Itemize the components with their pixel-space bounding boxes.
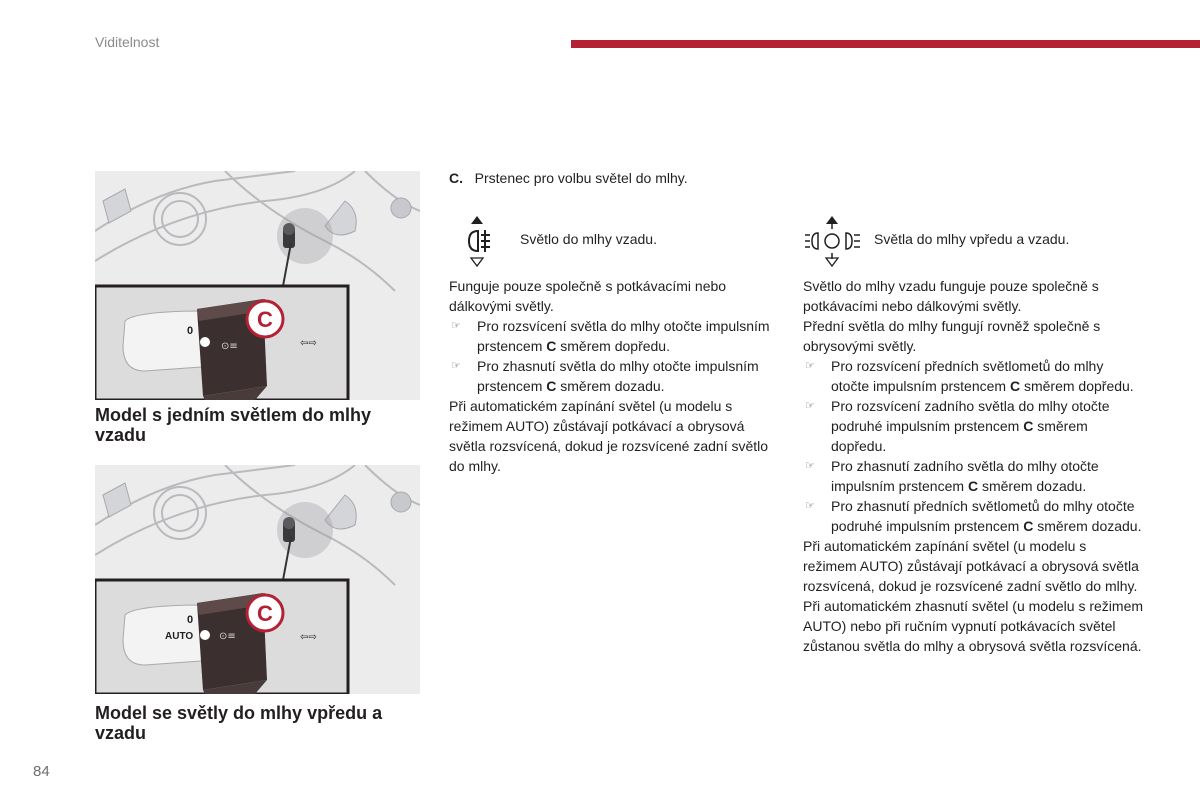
svg-text:AUTO: AUTO — [165, 631, 194, 642]
list-item: ☞ Pro rozsvícení zadního světla do mlhy otočte podruhé impulsním prstencem C směrem dopředu. — [805, 398, 1110, 454]
front-rear-fog-icon-row — [803, 214, 1143, 268]
page-number: 84 — [33, 763, 50, 780]
rear-fog-outro: Při automatickém zapínání světel (u modelu s režimem AUTO) zůstávají potkávací a obrysová světla rozsvícená, dokud je rozsvícené zadní světlo do mlhy. — [449, 398, 769, 474]
c-letter: C. — [449, 170, 463, 186]
rear-fog-light-icon — [463, 214, 513, 268]
illustration-single-rear-fog — [95, 171, 420, 400]
svg-text:⊙≡: ⊙≡ — [219, 631, 236, 642]
c-ring-description — [449, 168, 779, 188]
svg-text:⊙≡: ⊙≡ — [221, 341, 238, 352]
svg-text:0: 0 — [187, 614, 194, 626]
c-text: Prstenec pro volbu světel do mlhy. — [474, 170, 688, 186]
pointing-hand-icon: ☞ — [805, 360, 815, 372]
list-item: ☞ Pro rozsvícení světla do mlhy otočte impulsním prstencem C směrem dopředu. — [451, 318, 770, 354]
ring-c-label: C — [257, 307, 273, 332]
svg-text:⇦⇨: ⇦⇨ — [300, 632, 317, 643]
rear-fog-intro: Funguje pouze společně s potkávacími nebo dálkovými světly. — [449, 278, 727, 314]
svg-text:0: 0 — [187, 325, 194, 337]
pointing-hand-icon: ☞ — [805, 400, 815, 412]
section-title: Viditelnost — [95, 34, 160, 50]
list-item: ☞ Pro zhasnutí světla do mlhy otočte impulsním prstencem C směrem dozadu. — [451, 358, 759, 394]
front-rear-outro-1: Při automatickém zapínání světel (u modelu s režimem AUTO) zůstávají potkávací a obrysová světla rozsvícená, dokud je rozsvícené zadní světlo do mlhy. — [803, 538, 1139, 594]
caption-front-rear-fog: Model se světly do mlhy vpředu a vzadu — [95, 703, 383, 743]
rear-fog-icon-label: Světlo do mlhy vzadu. — [520, 231, 657, 247]
pointing-hand-icon: ☞ — [805, 500, 815, 512]
rear-fog-icon-row — [463, 214, 763, 268]
column-rear-fog-text — [449, 276, 779, 476]
column-front-rear-fog-text — [803, 276, 1143, 656]
front-rear-intro-2: Přední světla do mlhy fungují rovněž společně s obrysovými světly. — [803, 318, 1101, 354]
front-rear-fog-lights-icon — [803, 214, 863, 268]
front-rear-fog-icon-label: Světla do mlhy vpředu a vzadu. — [874, 231, 1070, 247]
list-item: ☞ Pro zhasnutí předních světlometů do mlhy otočte podruhé impulsním prstencem C směrem dozadu. — [805, 498, 1142, 534]
front-rear-outro-2: Při automatickém zhasnutí světel (u modelu s režimem AUTO) nebo při ručním vypnutí potkávacích světel zůstanou světla do mlhy a obrysová světla rozsvícená. — [803, 598, 1144, 654]
pointing-hand-icon: ☞ — [451, 360, 461, 372]
header-accent-bar — [571, 40, 1200, 48]
front-rear-intro-1: Světlo do mlhy vzadu funguje pouze společně s potkávacími nebo dálkovými světly. — [803, 278, 1099, 314]
svg-text:⇦⇨: ⇦⇨ — [300, 338, 317, 349]
caption-single-rear-fog: Model s jedním světlem do mlhy vzadu — [95, 405, 372, 445]
pointing-hand-icon: ☞ — [805, 460, 815, 472]
list-item: ☞ Pro rozsvícení předních světlometů do mlhy otočte impulsním prstencem C směrem dopředu. — [805, 358, 1134, 394]
ring-c-label: C — [257, 601, 273, 626]
pointing-hand-icon: ☞ — [451, 320, 461, 332]
list-item: ☞ Pro zhasnutí zadního světla do mlhy otočte impulsním prstencem C směrem dozadu. — [805, 458, 1099, 494]
illustration-front-rear-fog — [95, 465, 420, 694]
